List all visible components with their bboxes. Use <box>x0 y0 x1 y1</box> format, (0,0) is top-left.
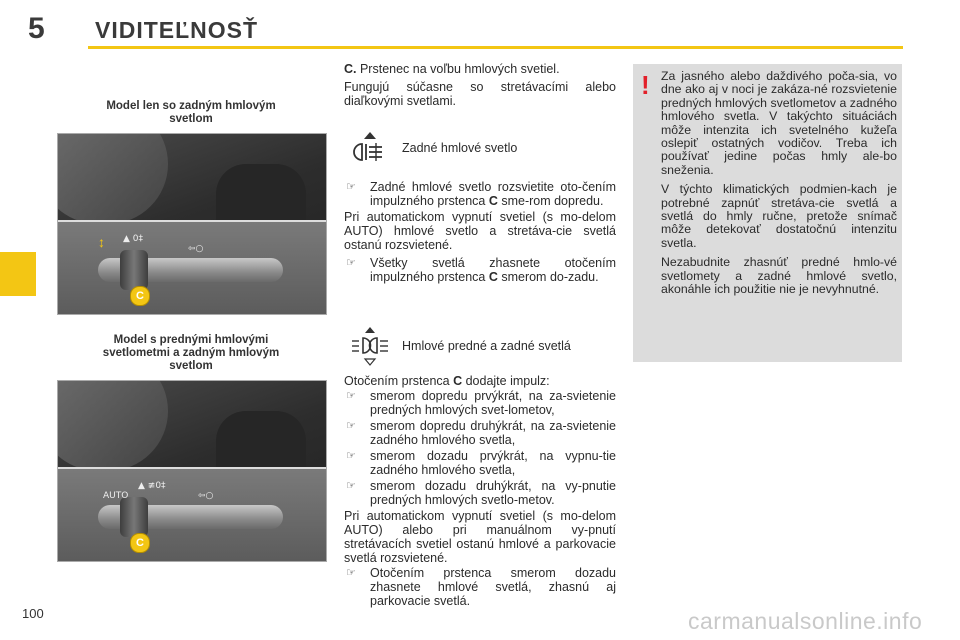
list-item: ☞ Otočením prstenca smerom dozadu zhasnete hmlové svetlá, zhasnú aj parkovacie svetlá. <box>346 566 616 608</box>
rear-fog-lamp-icon <box>352 130 388 166</box>
chapter-title: VIDITEĽNOSŤ <box>95 17 259 43</box>
list-item: ☞ smerom dozadu prvýkrát, na vypnu-tie zadného hmlového svetla, <box>346 449 616 477</box>
figure-1-caption: Model len so zadným hmlovým svetlom <box>106 100 276 125</box>
front-rear-fog-text <box>344 374 616 610</box>
rear-fog-heading <box>352 130 517 166</box>
front-and-rear-fog-lamp-icon <box>350 326 390 366</box>
light-symbol: ⇦○ <box>188 244 204 254</box>
list-item: ☞ smerom dopredu prvýkrát, na za-svietenie predných hmlových svet-lometov, <box>346 389 616 417</box>
figure-2-photo <box>57 380 327 562</box>
lever-closeup <box>58 467 327 561</box>
rear-fog-text <box>344 180 616 286</box>
rear-fog-symbol: ▲ 0‡ <box>123 234 144 244</box>
list-item: ☞ smerom dopredu druhýkrát, na za-svietenie zadného hmlového svetla, <box>346 419 616 447</box>
ring-c-ref: C. <box>344 62 357 76</box>
front-rear-fog-heading <box>350 326 571 366</box>
light-symbol: ⇦○ <box>198 491 214 501</box>
paragraph: Pri automatickom vypnutí svetiel (s mo-delom AUTO) alebo pri manuálnom vy-pnutí stretávacích svetiel ostanú hmlové a parkovacie svetlá rozsvietené. <box>344 509 616 565</box>
list-item: ☞ smerom dozadu druhýkrát, na vy-pnutie predných hmlových svetlo-metov. <box>346 479 616 507</box>
callout-c-label: C <box>130 286 150 306</box>
paragraph: Pri automatickom vypnutí svetiel (s mo-delom AUTO) hmlové svetlo a stretáva-cie svetlá ostanú rozsvietené. <box>344 210 616 252</box>
warning-paragraph: Za jasného alebo daždivého poča-sia, vo dne ako aj v noci je zakáza-né rozsvietenie predných hmlových svetlometov a zadného hmlového svetla. V takýchto situáciách môže intenzita ich svetelného kužeľa oslepiť ostatných vodičov. Treba ich používať jedine počas hmly ale-bo sneženia. <box>661 69 897 177</box>
intro-line: Prstenec na voľbu hmlových svetiel. <box>356 62 560 76</box>
auto-mode-label: AUTO <box>103 491 129 501</box>
chapter-number: 5 <box>28 12 45 45</box>
header-rule <box>88 46 903 49</box>
figure-1-photo <box>57 133 327 315</box>
fog-symbol: ▲ ≢0‡ <box>138 481 166 491</box>
front-rear-fog-label: Hmlové predné a zadné svetlá <box>402 339 571 353</box>
lever-closeup <box>58 220 327 314</box>
intro-paragraph: Fungujú súčasne so stretávacími alebo diaľkovými svetlami. <box>344 80 616 108</box>
warning-box <box>633 64 902 362</box>
warning-paragraph: Nezabudnite zhasnúť predné hmlo-vé svetlomety a zadné hmlové svetlo, akonáhle ich použitie nie je nevyhnutné. <box>661 255 897 297</box>
watermark: carmanualsonline.info <box>688 608 923 634</box>
list-item: ☞ Zadné hmlové svetlo rozsvietite oto-čením impulzného prstenca C sme-rom dopredu. <box>346 180 616 208</box>
warning-text <box>661 70 897 303</box>
chapter-side-tab <box>0 252 36 296</box>
warning-paragraph: V týchto klimatických podmien-kach je potrebné zapnúť stretáva-cie svetlá a svetlá do hmly ručne, pretože snímač môže detekovať dostatočnú intenzitu svetla. <box>661 182 897 250</box>
list-item: ☞ Všetky svetlá zhasnete otočením impulzného prstenca C smerom do-zadu. <box>346 256 616 284</box>
lead-line: Otočením prstenca C dodajte impulz: <box>344 374 550 388</box>
rear-fog-label: Zadné hmlové svetlo <box>402 141 518 155</box>
ring-arrow-icon: ↕ <box>98 234 105 250</box>
warning-icon: ! <box>641 70 650 100</box>
figure-2-caption: Model s prednými hmlovými svetlometmi a zadným hmlovým svetlom <box>102 334 280 372</box>
intro-text <box>344 62 616 112</box>
callout-c-label: C <box>130 533 150 553</box>
page-number: 100 <box>22 606 44 621</box>
